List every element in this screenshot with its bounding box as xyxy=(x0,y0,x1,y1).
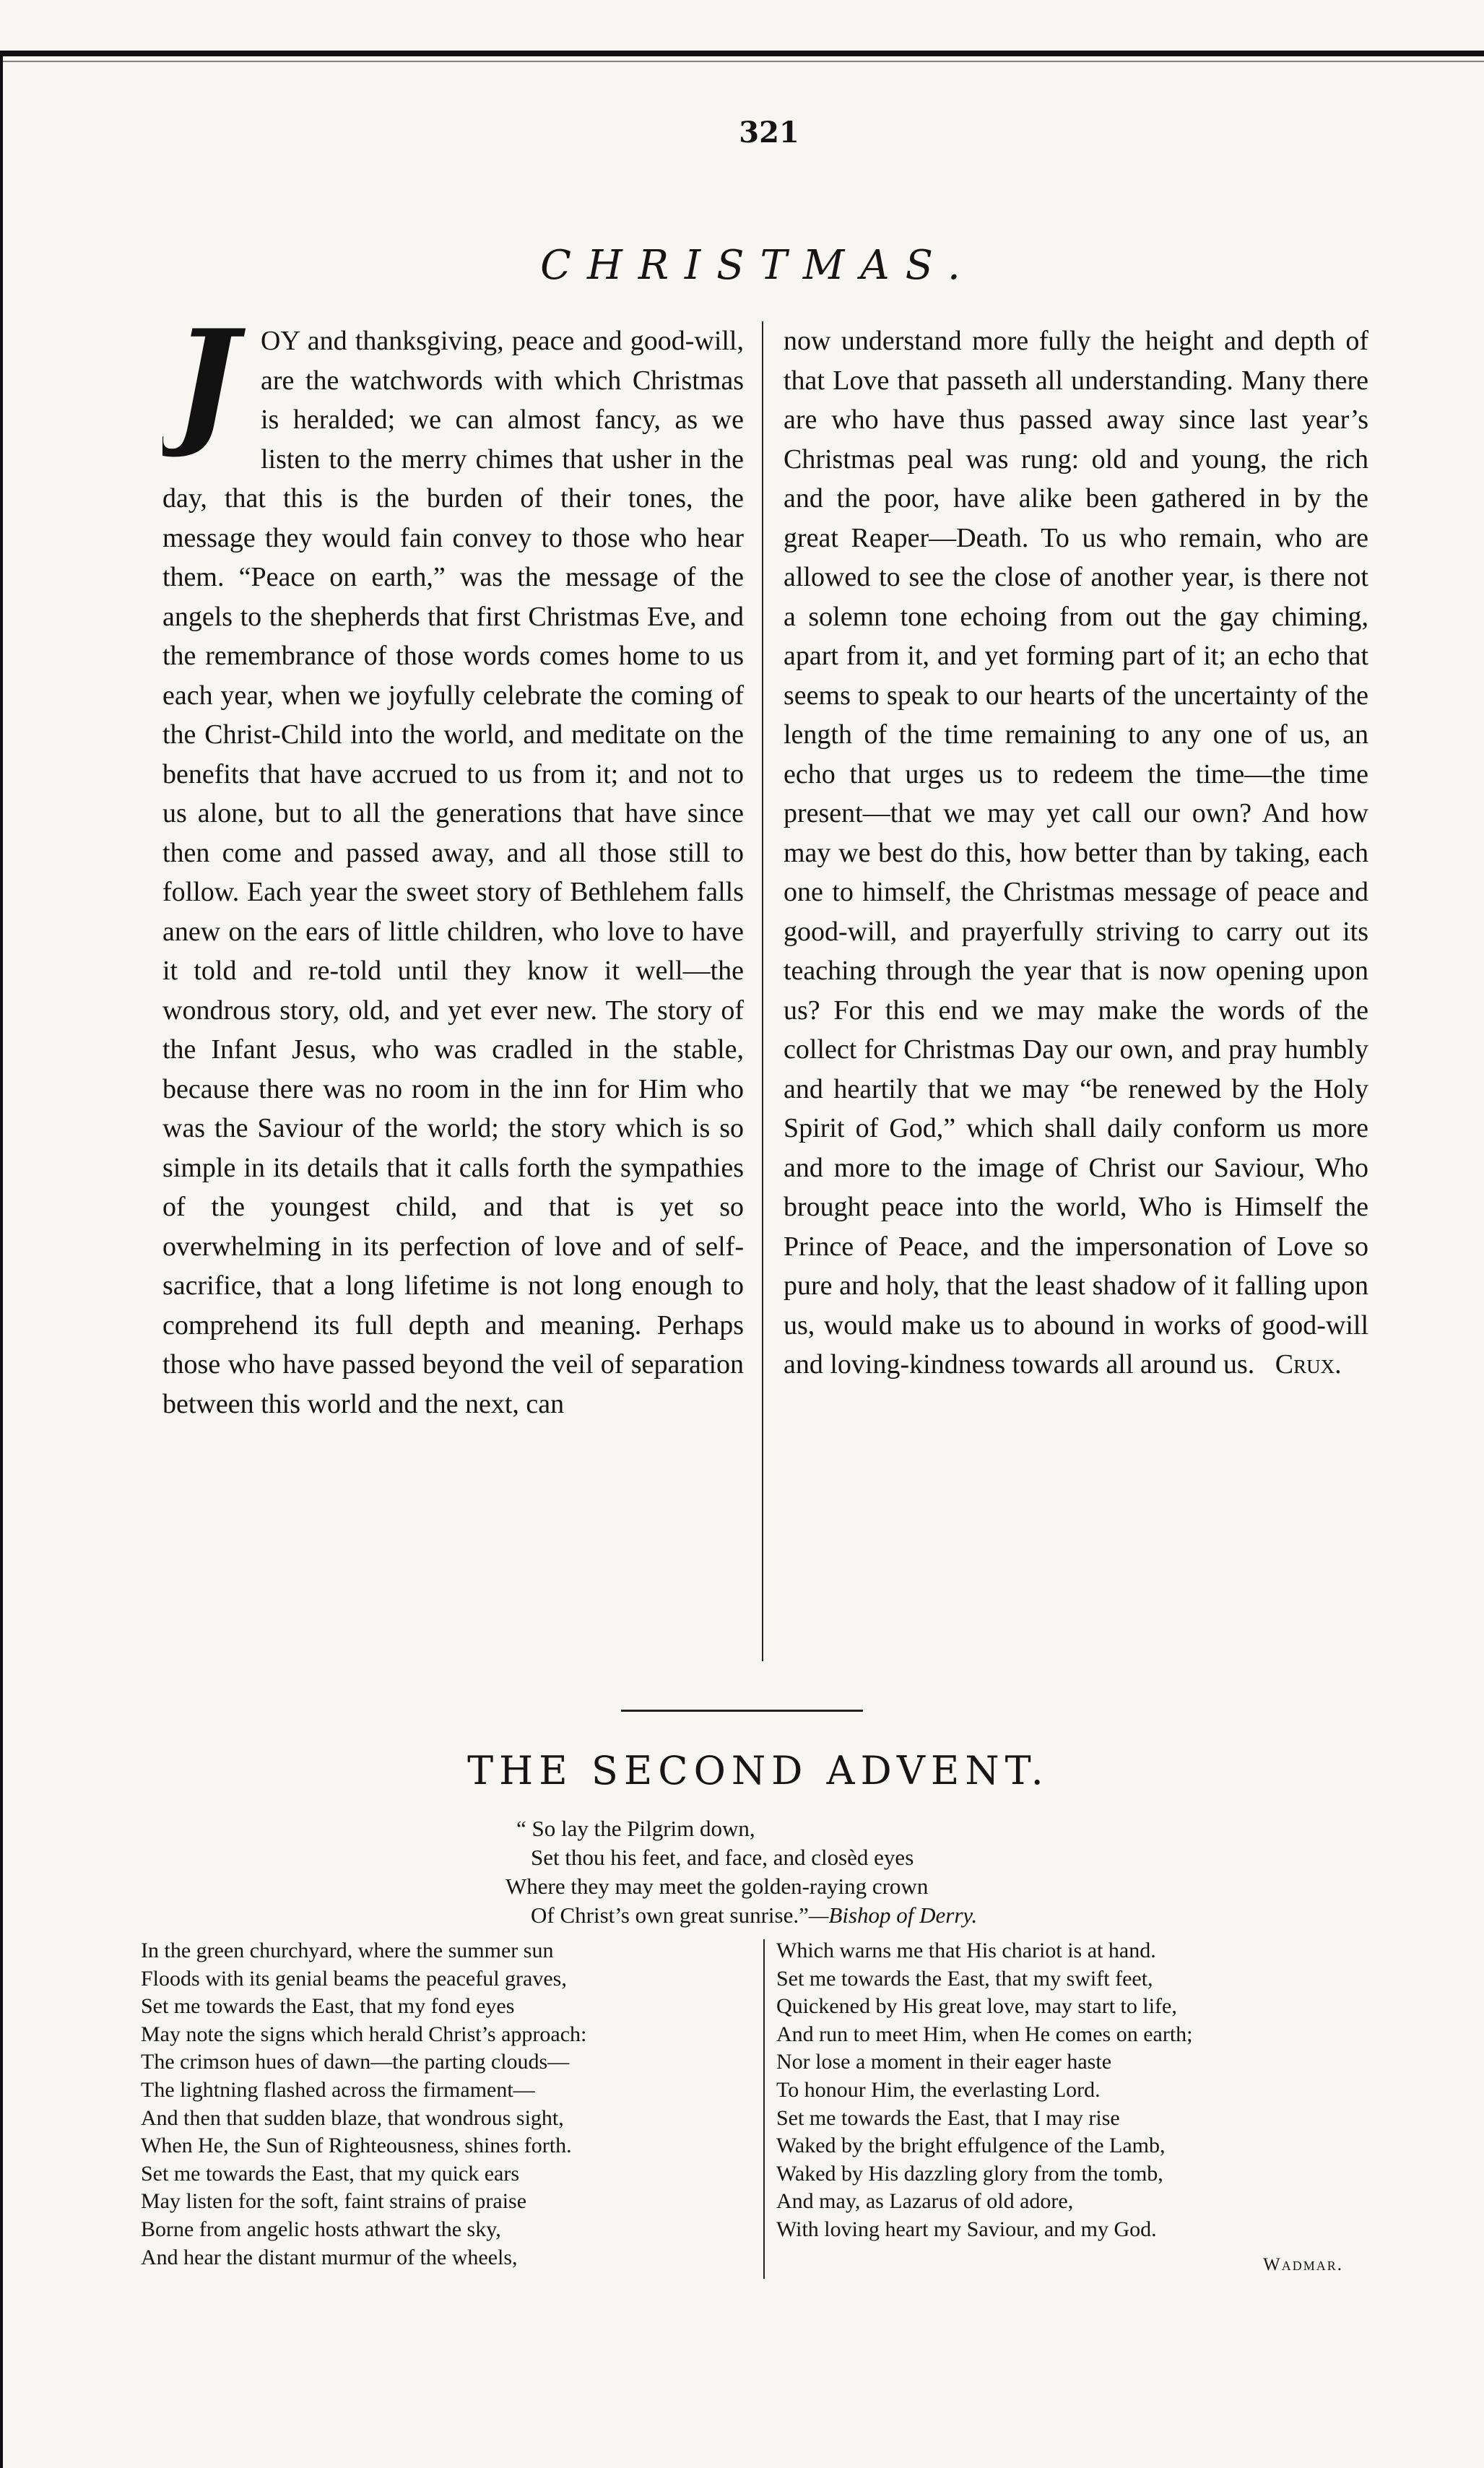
poem-line: Set me towards the East, that I may rise xyxy=(776,2105,1120,2130)
epigraph-line: “ So lay the Pilgrim down, xyxy=(516,1816,755,1841)
poem-line: Set me towards the East, that my quick ears xyxy=(141,2161,520,2186)
poem-line: When He, the Sun of Righteousness, shines forth. xyxy=(141,2134,572,2158)
column-divider-rule xyxy=(762,321,763,1661)
poem-signature: Wadmar. xyxy=(1263,2255,1343,2274)
poem-right-column xyxy=(776,1937,1354,2244)
poem-line: And may, as Lazarus of old adore, xyxy=(776,2189,1074,2214)
top-border-rule xyxy=(0,51,1484,56)
christmas-left-column xyxy=(162,321,744,1658)
poem-line: The crimson hues of dawn—the parting clouds— xyxy=(141,2050,570,2074)
poem-left-column xyxy=(141,1937,762,2272)
poem-line: And then that sudden blaze, that wondrous sight, xyxy=(141,2105,564,2130)
poem-line: And run to meet Him, when He comes on earth; xyxy=(776,2022,1193,2046)
poem-line: May listen for the soft, faint strains of praise xyxy=(141,2189,527,2214)
page-number: 321 xyxy=(739,116,799,150)
epigraph-line: Set thou his feet, and face, and closèd eyes xyxy=(531,1845,914,1870)
poem-line: And hear the distant murmur of the wheels, xyxy=(141,2245,518,2269)
poem-line: May note the signs which herald Christ’s approach: xyxy=(141,2022,587,2046)
poem-line: Set me towards the East, that my fond eyes xyxy=(141,1994,515,2019)
top-border-rule-thin xyxy=(0,61,1484,62)
section-divider-rule xyxy=(621,1710,863,1712)
poem-line: Set me towards the East, that my swift feet, xyxy=(776,1966,1153,1991)
poem-line: Borne from angelic hosts athwart the sky, xyxy=(141,2217,501,2241)
epigraph-last-line xyxy=(505,1901,1228,1930)
poem-line: Quickened by His great love, may start to life, xyxy=(776,1994,1177,2019)
christmas-right-column xyxy=(784,321,1368,1658)
poem-line: The lightning flashed across the firmament— xyxy=(141,2077,535,2102)
poem-line: Nor lose a moment in their eager haste xyxy=(776,2050,1112,2074)
christmas-left-column-text: OY and thanksgiving, peace and good-will, are the watchwords with which Christmas is heralded; we can almost fancy, as we listen to the merry chimes that usher in the day, that this is the burden of their tones, the message they would fain convey to those who hear them. “Peace on earth,” was the message of the angels to the shepherds that first Christmas Eve, and the remembrance of those words comes home to us each year, when we joyfully celebrate the coming of the Christ-Child into the world, and meditate on the benefits that have accrued to us from it; and not to us alone, but to all the generations that have since then come and passed away, and all those still to follow. Each year the sweet story of Bethlehem falls anew on the ears of little children, who love to have it told and re-told until they know it well—the wondrous story, old, and yet ever new. The story of the Infant Jesus, who was cradled in the stable, because there was no room in the inn for Him who was the Saviour of the world; the story which is so simple in its details that it calls forth the sympathies of the youngest child, and that is yet so overwhelming in its perfection of love and of self-sacrifice, that a long lifetime is not long enough to comprehend its full depth and meaning. Perhaps those who have passed beyond the veil of separation between this world and the next, can xyxy=(162,326,744,1419)
christmas-article-title: CHRISTMAS. xyxy=(540,242,976,289)
poem-line: Floods with its genial beams the peaceful graves, xyxy=(141,1966,567,1991)
poem-line: To honour Him, the everlasting Lord. xyxy=(776,2077,1101,2102)
christmas-right-column-text xyxy=(784,321,1368,1385)
ornamental-dropcap: J xyxy=(173,321,238,461)
poem-line: Which warns me that His chariot is at hand. xyxy=(776,1939,1156,1962)
poem-line: With loving heart my Saviour, and my God. xyxy=(776,2217,1157,2241)
epigraph xyxy=(505,1814,1228,1930)
left-border-edge xyxy=(0,51,3,2468)
poem-column-divider xyxy=(763,1939,765,2279)
advent-poem-title: THE SECOND ADVENT. xyxy=(467,1748,1049,1793)
christmas-right-column-body: now understand more fully the height and depth of that Love that passeth all understanding. Many there are who have thus passed away since last year’s Christmas peal was rung: old and young, the rich and the poor, have alike been gathered in by the great Reaper—Death. To us who remain, who are allowed to see the close of another year, is there not a solemn tone echoing from out the gay chiming, apart from it, and yet forming part of it; an echo that seems to speak to our hearts of the uncertainty of the length of the time remaining to any one of us, an echo that urges us to redeem the time—the time present—that we may yet call our own? And how may we best do this, how better than by taking, each one to himself, the Christmas message of peace and good-will, and prayerfully striving to carry out its teaching through the year that is now opening upon us? For this end we may make the words of the collect for Christmas Day our own, and pray humbly and heartily that we may “be renewed by the Holy Spirit of God,” which shall daily conform us more and more to the image of Christ our Saviour, Who brought peace into the world, Who is Himself the Prince of Peace, and the impersonation of Love so pure and holy, that the least shadow of it falling upon us, would make us to abound in works of good-will and loving-kindness towards all around us. xyxy=(784,326,1368,1380)
poem-line: In the green churchyard, where the summer sun xyxy=(141,1939,554,1962)
epigraph-line: Where they may meet the golden-raying crown xyxy=(505,1874,929,1899)
poem-line: Waked by His dazzling glory from the tomb, xyxy=(776,2161,1163,2186)
poem-line: Waked by the bright effulgence of the Lamb, xyxy=(776,2134,1166,2158)
epigraph-source: —Bishop of Derry. xyxy=(808,1902,978,1928)
epigraph-line: Of Christ’s own great sunrise.” xyxy=(531,1902,809,1928)
christmas-signature: Crux. xyxy=(1275,1349,1342,1380)
